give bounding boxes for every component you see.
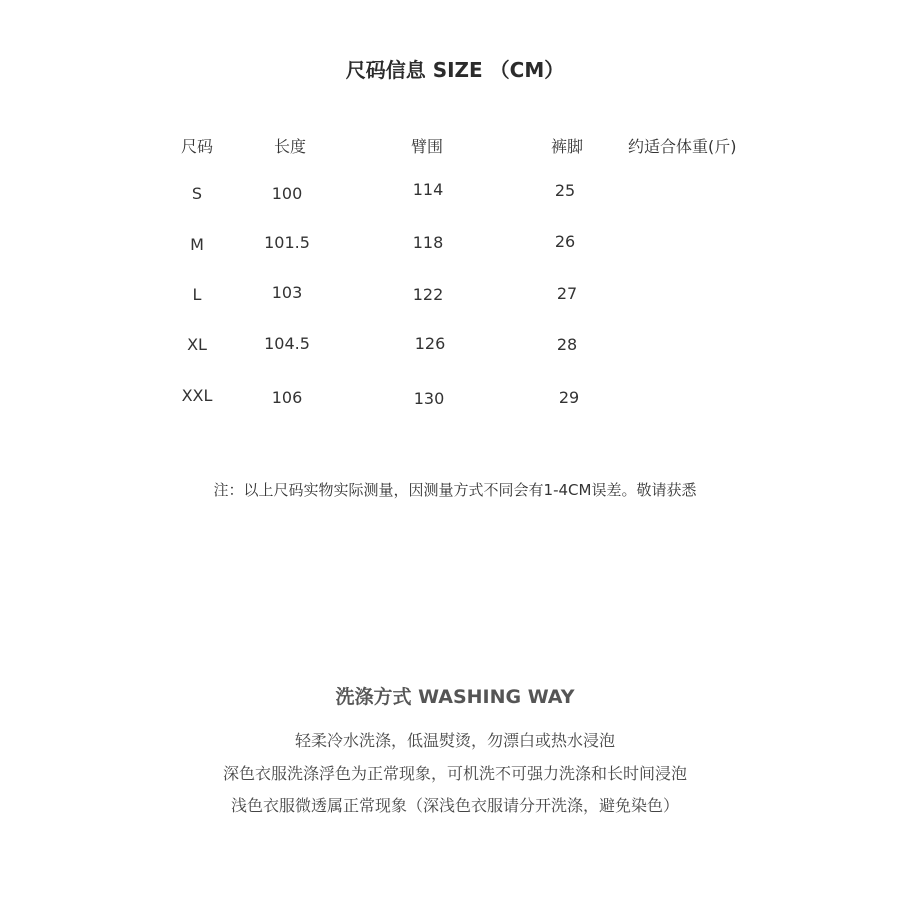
header-size: 尺码 — [181, 137, 214, 156]
washing-line: 深色衣服洗涤浮色为正常现象，可机洗不可强力洗涤和长时间浸泡 — [222, 764, 687, 783]
table-cell: XL — [187, 335, 207, 354]
table-cell: M — [190, 235, 204, 254]
table-cell: 100 — [271, 184, 303, 203]
table-cell: 25 — [554, 181, 576, 200]
table-cell: 130 — [413, 389, 445, 408]
header-weight: 约适合体重(斤) — [628, 137, 737, 156]
washing-line: 轻柔冷水洗涤，低温熨烫，勿漂白或热水浸泡 — [294, 731, 615, 750]
table-cell: 29 — [558, 388, 580, 407]
table-cell: 104.5 — [264, 334, 310, 353]
table-cell: 26 — [554, 232, 576, 251]
table-cell: 126 — [414, 334, 446, 353]
table-cell: 28 — [556, 335, 578, 354]
header-sleeve: 臂围 — [411, 137, 444, 156]
table-cell: XXL — [181, 386, 213, 405]
size-chart-title: 尺码信息 SIZE （CM） — [345, 58, 565, 82]
table-cell: S — [191, 184, 203, 203]
table-cell: 122 — [412, 285, 444, 304]
table-cell: 103 — [271, 283, 303, 302]
header-length: 长度 — [274, 137, 307, 156]
table-cell: 106 — [271, 388, 303, 407]
washing-line: 浅色衣服微透属正常现象（深浅色衣服请分开洗涤，避免染色） — [230, 796, 679, 815]
table-cell: 118 — [412, 233, 444, 252]
table-cell: 27 — [556, 284, 578, 303]
table-cell: 114 — [412, 180, 444, 199]
table-cell: 101.5 — [264, 233, 310, 252]
measurement-note: 注：以上尺码实物实际测量，因测量方式不同会有1-4CM误差。敬请获悉 — [213, 481, 697, 499]
washing-title: 洗涤方式 WASHING WAY — [335, 686, 575, 708]
header-hem: 裤脚 — [551, 137, 584, 156]
table-cell: L — [192, 285, 202, 304]
